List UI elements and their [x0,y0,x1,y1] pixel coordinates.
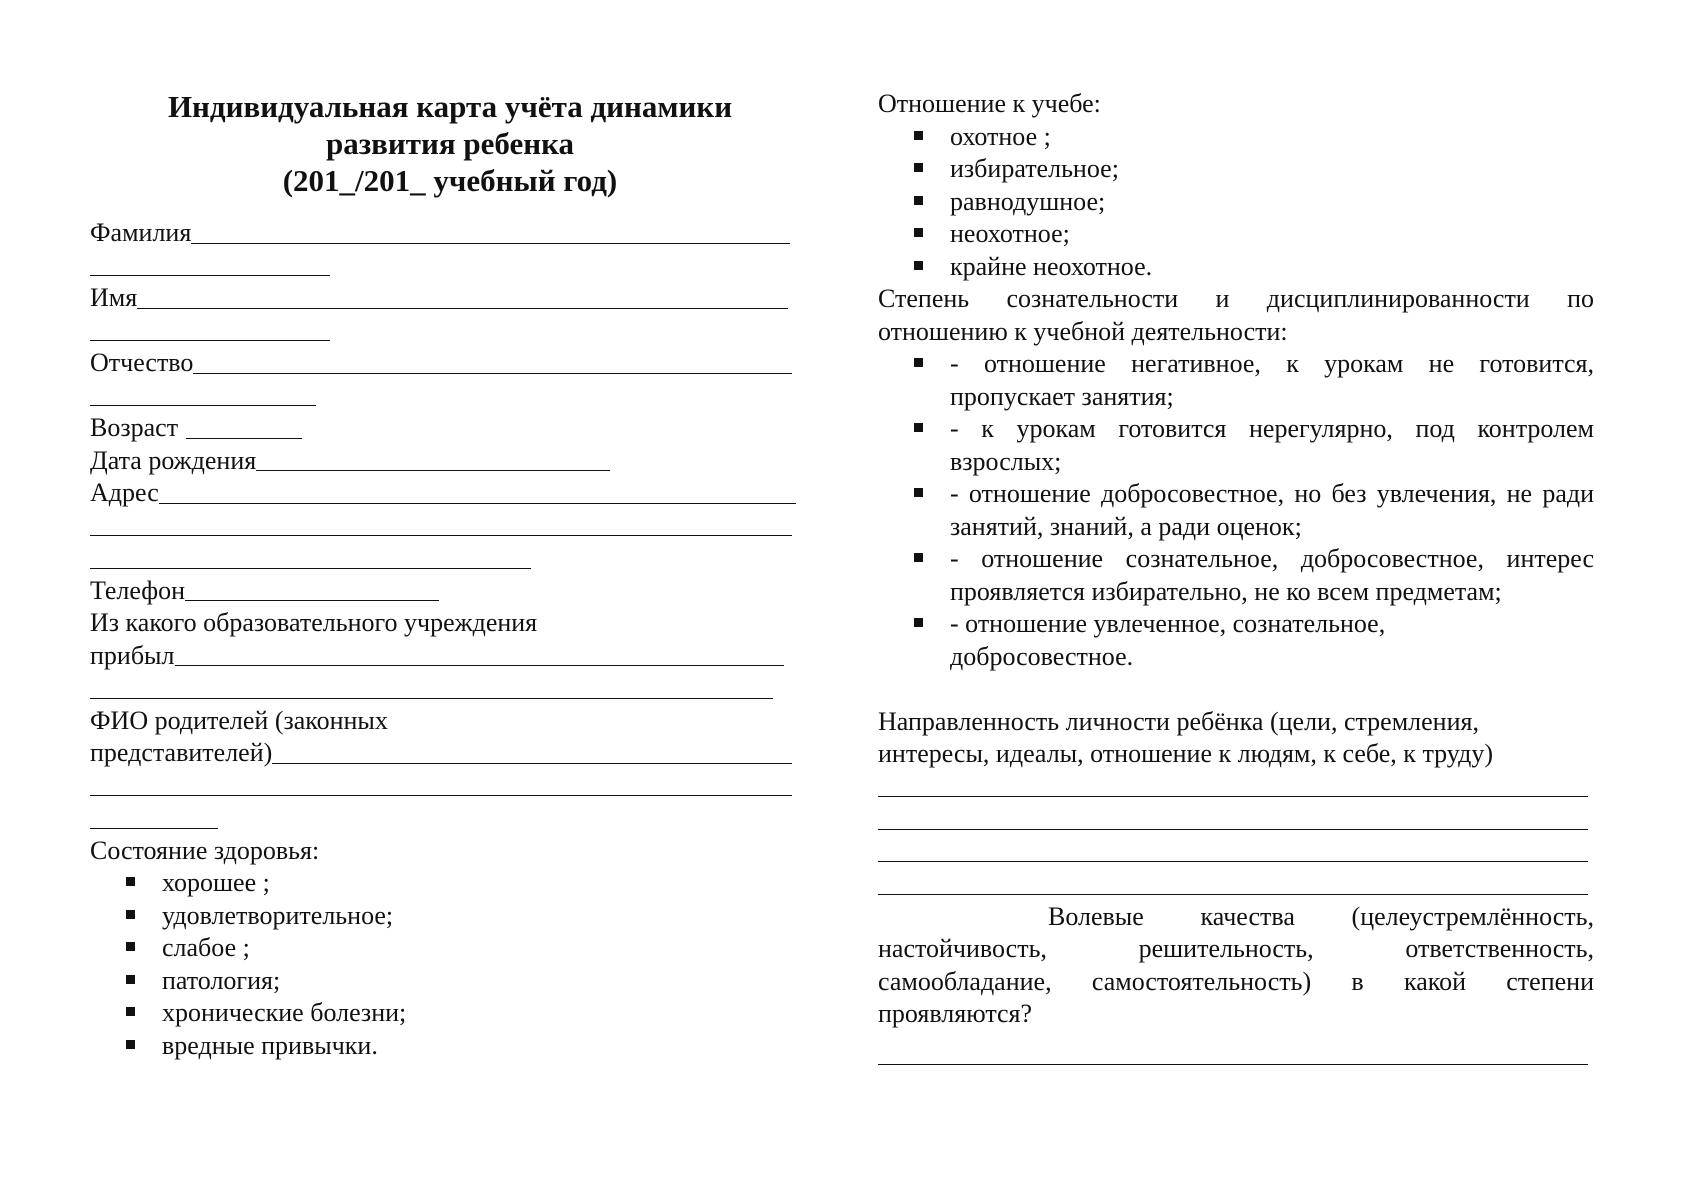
right-column [878,88,1594,1071]
page-title [90,88,810,199]
health-option-satisfactory: удовлетворительное; [162,900,810,933]
birth-date-field[interactable] [256,446,610,471]
address-field-continuation-2[interactable] [90,544,531,569]
name-row-2 [90,315,810,348]
orientation-field-3[interactable] [878,837,1588,862]
orientation-line-2 [878,803,1594,836]
phone-row [90,575,810,608]
name-row [90,282,810,315]
study-attitude-list [878,121,1594,284]
address-row-3 [90,542,810,575]
study-option-very-reluctant: крайне неохотное. [950,251,1594,284]
volitional-field[interactable] [878,1040,1588,1065]
orientation-field-2[interactable] [878,805,1588,830]
address-row-2 [90,510,810,543]
health-option-good: хорошее ; [162,867,810,900]
age-field[interactable] [186,414,302,439]
surname-field[interactable] [191,219,790,244]
orientation-text: Направленность личности ребёнка (цели, стремления, интересы, идеалы, отношение к людям, к себе, к труду) [878,706,1494,768]
health-option-pathology: патология; [162,965,810,998]
discipline-option-1: - отношение негативное, к урокам не готовится, пропускает занятия; [950,348,1594,413]
orientation-field-1[interactable] [878,772,1588,797]
institution-row-2 [90,640,810,673]
discipline-option-3: - отношение добросовестное, но без увлечения, не ради занятий, знаний, а ради оценок; [950,478,1594,543]
parents-row-3 [90,770,810,803]
patronymic-field[interactable] [193,349,792,374]
address-field[interactable] [159,479,796,504]
surname-row-2 [90,250,810,283]
parents-field-continuation-2[interactable] [90,804,218,829]
parents-row-4 [90,802,810,835]
institution-field[interactable] [175,641,785,666]
surname-label: Фамилия [90,218,192,247]
health-option-weak: слабое ; [162,932,810,965]
institution-field-continuation[interactable] [90,674,773,699]
phone-field[interactable] [185,576,439,601]
patronymic-field-continuation[interactable] [90,381,316,406]
orientation-line-1 [878,771,1594,804]
title-line-2: развития ребенка [325,126,574,161]
age-row [90,412,810,445]
health-option-habits: вредные привычки. [162,1030,810,1063]
address-label: Адрес [90,478,159,507]
surname-row [90,217,810,250]
orientation-line-3 [878,836,1594,869]
birth-date-row [90,445,810,478]
health-list [90,867,810,1062]
institution-label: Из какого образовательного учреждения [90,608,538,637]
study-option-indifferent: равнодушное; [950,186,1594,219]
title-line-3: (201_/201_ учебный год) [282,163,618,198]
institution-row-3 [90,672,810,705]
orientation-line-4 [878,868,1594,901]
study-option-selective: избирательное; [950,153,1594,186]
phone-label: Телефон [90,575,186,605]
health-heading: Состояние здоровья: [90,835,320,865]
name-field-continuation[interactable] [90,316,330,341]
surname-field-continuation[interactable] [90,251,330,276]
birth-date-label: Дата рождения [90,445,257,475]
discipline-option-5: - отношение увлеченное, сознательное, добросовестное. [950,608,1594,673]
parents-row-2 [90,737,810,770]
parents-field-continuation[interactable] [90,771,792,796]
address-field-continuation[interactable] [90,511,792,536]
address-row [90,477,810,510]
health-option-chronic: хронические болезни; [162,997,810,1030]
discipline-option-2: - к урокам готовится нерегулярно, под контролем взрослых; [950,413,1594,478]
name-field[interactable] [137,284,788,309]
discipline-heading: Степень сознательности и дисциплинированности по отношению к учебной деятельности: [878,284,1594,346]
left-column [90,88,810,1062]
parents-row [90,705,810,738]
parents-field[interactable] [272,739,792,764]
orientation-field-4[interactable] [878,870,1588,895]
spacer [878,673,1594,706]
study-option-reluctant: неохотное; [950,218,1594,251]
patronymic-row [90,347,810,380]
name-label: Имя [90,283,138,312]
title-line-1: Индивидуальная карта учёта динамики [167,89,733,124]
volitional-paragraph [878,901,1594,1031]
discipline-list [878,348,1594,673]
age-label: Возраст [90,413,179,442]
study-option-willing: охотное ; [950,121,1594,154]
institution-row [90,607,810,640]
discipline-option-4: - отношение сознательное, добросовестное, интерес проявляется избирательно, не ко всем предметам; [950,543,1594,608]
patronymic-row-2 [90,380,810,413]
study-attitude-heading: Отношение к учебе: [878,89,1101,118]
parents-label-2: представителей) [90,738,273,767]
volitional-line-1 [878,1031,1594,1071]
institution-label-2: прибыл [90,640,175,670]
patronymic-label: Отчество [90,348,194,377]
parents-label: ФИО родителей (законных [90,705,388,735]
volitional-text: Волевые качества (целеустремлённость, настойчивость, решительность, ответственность, самообладание, самостоятельность) в какой степени проявляются? [878,901,1594,1028]
